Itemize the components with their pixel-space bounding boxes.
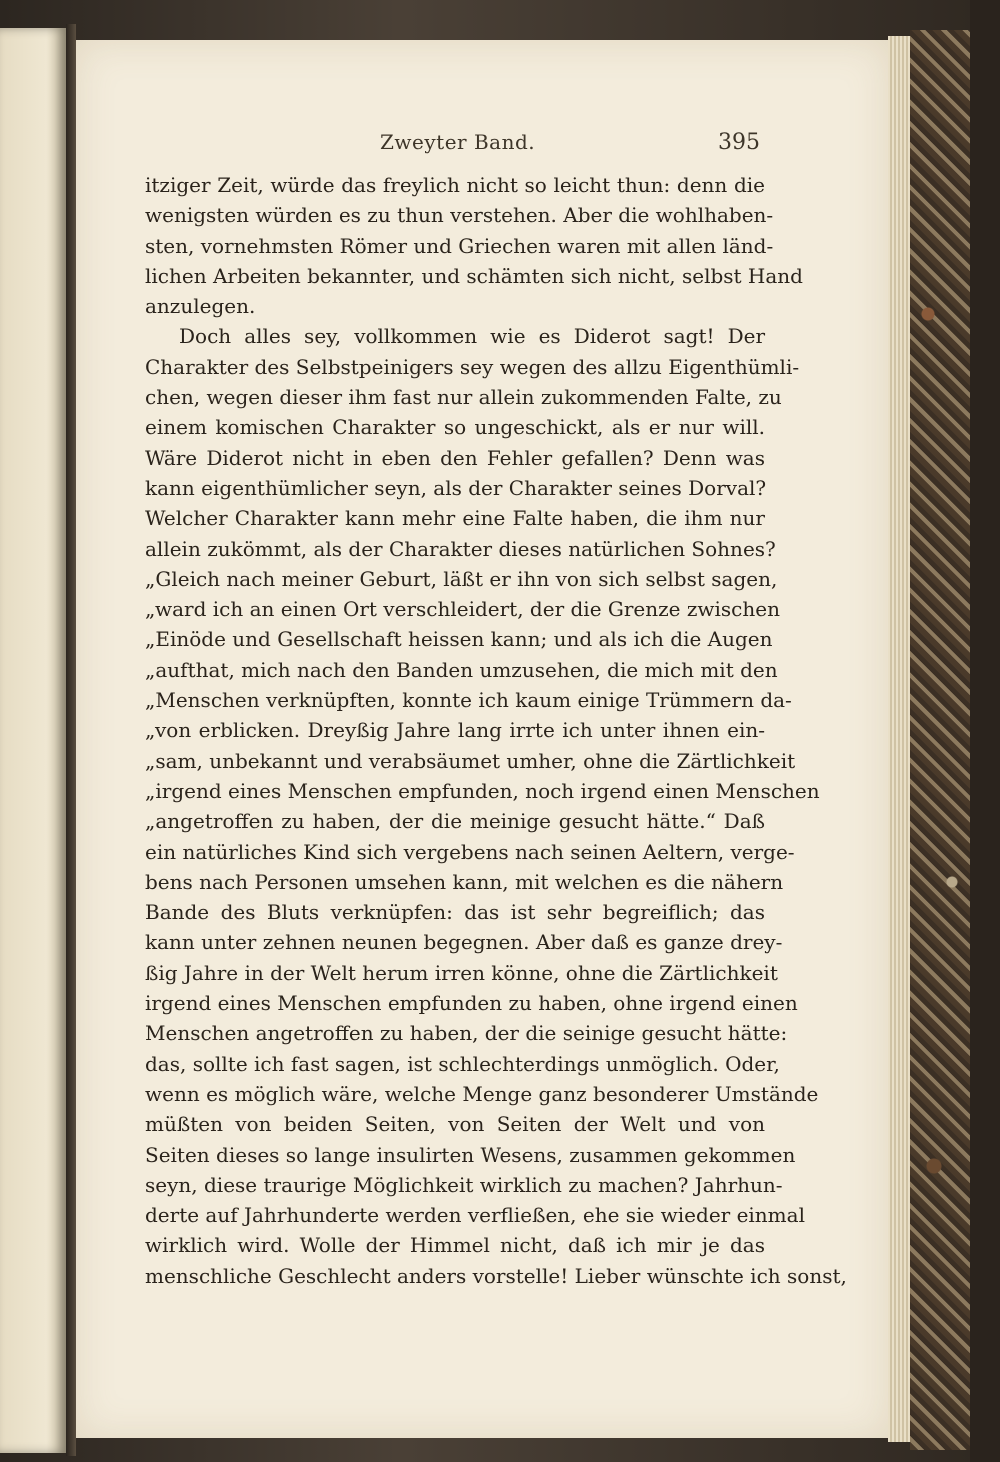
text-line: Wäre Diderot nicht in eben den Fehler gefallen? Denn was — [145, 445, 765, 470]
text-line: „Gleich nach meiner Geburt, läßt er ihn von sich selbst sagen, — [145, 566, 778, 591]
text-line: Menschen angetroffen zu haben, der die seinige gesucht hätte: — [145, 1021, 788, 1046]
text-line: wirklich wird. Wolle der Himmel nicht, daß ich mir je das — [145, 1233, 765, 1258]
scan-border — [970, 0, 1000, 1462]
text-line: „Menschen verknüpften, konnte ich kaum einige Trümmern da- — [145, 688, 792, 713]
text-line: „sam, unbekannt und verabsäumet umher, ohne die Zärtlichkeit — [145, 748, 796, 773]
text-line: „ward ich an einen Ort verschleidert, der die Grenze zwischen — [145, 597, 780, 622]
text-line: „angetroffen zu haben, der die meinige gesucht hätte.“ Daß — [145, 809, 765, 834]
text-line: allein zukömmt, als der Charakter dieses natürlichen Sohnes? — [145, 536, 776, 561]
page-header — [140, 130, 760, 160]
text-line: müßten von beiden Seiten, von Seiten der Welt und von — [145, 1112, 765, 1137]
text-line: menschliche Geschlecht anders vorstelle! Lieber wünschte ich sonst, — [145, 1263, 847, 1288]
text-line: derte auf Jahrhunderte werden verfließen, ehe sie wieder einmal — [145, 1203, 805, 1228]
text-line: ein natürliches Kind sich vergebens nach seinen Aeltern, verge- — [145, 839, 795, 864]
marbled-cover-board — [910, 30, 970, 1450]
text-line: kann eigenthümlicher seyn, als der Charakter seines Dorval? — [145, 475, 767, 500]
text-line: sten, vornehmsten Römer und Griechen waren mit allen länd- — [145, 233, 774, 258]
text-line: Charakter des Selbstpeinigers sey wegen des allzu Eigenthümli- — [145, 354, 800, 379]
text-line: „Einöde und Gesellschaft heissen kann; und als ich die Augen — [145, 627, 773, 652]
body-text — [145, 170, 847, 1291]
page-number: 395 — [718, 130, 760, 155]
text-line: seyn, diese traurige Möglichkeit wirklich zu machen? Jahrhun- — [145, 1172, 783, 1197]
facing-page-edge — [0, 28, 66, 1453]
text-line: bens nach Personen umsehen kann, mit welchen es die nähern — [145, 869, 784, 894]
text-line: anzulegen. — [145, 294, 256, 319]
text-line: chen, wegen dieser ihm fast nur allein zukommenden Falte, zu — [145, 385, 782, 410]
text-line: itziger Zeit, würde das freylich nicht so leicht thun: denn die — [145, 173, 765, 197]
text-line: ßig Jahre in der Welt herum irren könne, ohne die Zärtlichkeit — [145, 960, 778, 985]
text-line: Seiten dieses so lange insulirten Wesens, zusammen gekommen — [145, 1142, 796, 1167]
text-line: lichen Arbeiten bekannter, und schämten sich nicht, selbst Hand — [145, 263, 803, 288]
text-line: wenn es möglich wäre, welche Menge ganz besonderer Umstände — [145, 1081, 819, 1106]
text-line: Doch alles sey, vollkommen wie es Diderot sagt! Der — [179, 324, 765, 349]
text-line: das, sollte ich fast sagen, ist schlechterdings unmöglich. Oder, — [145, 1051, 780, 1076]
text-line: irgend eines Menschen empfunden zu haben, ohne irgend einen — [145, 991, 798, 1016]
running-head: Zweyter Band. — [380, 130, 536, 154]
text-line: einem komischen Charakter so ungeschickt, als er nur will. — [145, 415, 765, 440]
text-line: Bande des Bluts verknüpfen: das ist sehr begreiflich; das — [145, 900, 765, 925]
text-line: „von erblicken. Dreyßig Jahre lang irrte ich unter ihnen ein- — [145, 718, 765, 743]
text-line: kann unter zehnen neunen begegnen. Aber daß es ganze drey- — [145, 930, 783, 955]
text-line: „irgend eines Menschen empfunden, noch irgend einen Menschen — [145, 778, 820, 803]
book-gutter — [66, 24, 76, 1456]
text-line: „aufthat, mich nach den Banden umzusehen, die mich mit den — [145, 657, 778, 682]
text-line: Welcher Charakter kann mehr eine Falte haben, die ihm nur — [145, 506, 765, 531]
text-line: wenigsten würden es zu thun verstehen. Aber die wohlhaben- — [145, 203, 774, 228]
page-block-edge — [888, 36, 910, 1442]
